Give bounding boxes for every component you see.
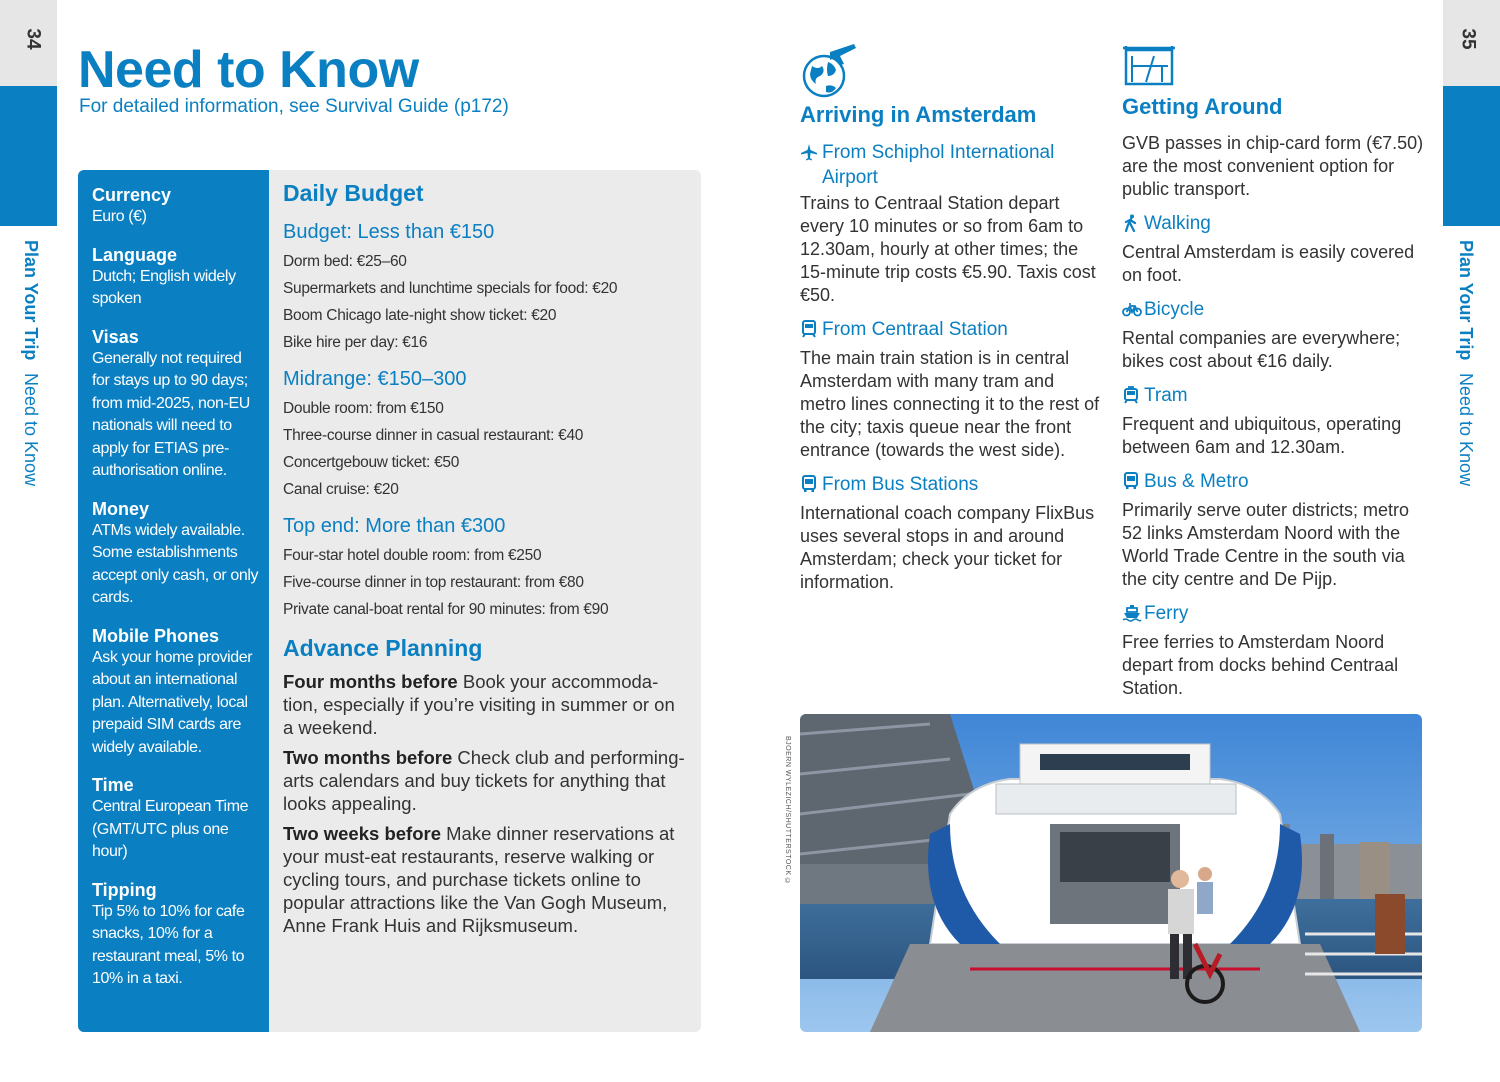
budget-item: Five-course dinner in top restaurant: from €80 xyxy=(283,574,584,591)
transport-option-head xyxy=(1122,383,1427,411)
budget-item: Dorm bed: €25–60 xyxy=(283,253,407,270)
getting-around-title: Getting Around xyxy=(1122,94,1283,119)
arrival-option-body: Trains to Centraal Station depart every 10 minutes or so from 6am to 12.30am, hourly at other times; the 15-minute trip costs €5.90. Taxis cost €50. xyxy=(800,193,1096,305)
page-subtitle: For detailed information, see Survival Guide (p172) xyxy=(79,96,509,117)
arriving-title: Arriving in Amsterdam xyxy=(800,102,1037,127)
transport-head-text: Bus & Metro xyxy=(1144,471,1249,492)
budget-item: Four-star hotel double room: from €250 xyxy=(283,547,542,564)
budget-group-head: Budget: Less than €150 xyxy=(283,221,495,243)
budget-group-head: Midrange: €150–300 xyxy=(283,368,467,390)
transport-option-head xyxy=(1122,297,1427,325)
getting-around-intro: GVB passes in chip-card form (€7.50) are the most convenient option for public transport. xyxy=(1122,133,1424,199)
budget-panel xyxy=(269,170,701,1032)
plan-text: Check club and performing-arts calendars and buy tickets for anything that looks appealing. xyxy=(283,747,685,814)
transport-option-body: Free ferries to Amsterdam Noord depart from docks behind Centraal Station. xyxy=(1122,632,1399,698)
side-chapter-label: Need to Know xyxy=(1456,373,1476,487)
page-title: Need to Know xyxy=(78,41,419,99)
walking-icon xyxy=(1122,214,1144,239)
plan-lead: Two weeks before xyxy=(283,823,441,844)
tram-stop-icon xyxy=(1122,46,1427,92)
budget-item: Canal cruise: €20 xyxy=(283,481,399,498)
budget-group xyxy=(283,221,687,356)
train-icon xyxy=(800,320,822,345)
budget-item: Private canal-boat rental for 90 minutes: from €90 xyxy=(283,601,609,618)
info-body: Tip 5% to 10% for cafe snacks, 10% for a restaurant meal, 5% to 10% in a taxi. xyxy=(92,902,245,987)
info-body: Ask your home provider about an international plan. Alternatively, local prepaid SIM cards are widely available. xyxy=(92,648,253,756)
info-body: Generally not required for stays up to 90 days; from mid-2025, non-EU nationals will need to apply for ETIAS pre-authorisation online. xyxy=(92,349,250,479)
transport-option-body: Frequent and ubiquitous, operating between 6am and 12.30am. xyxy=(1122,414,1402,457)
plan-text: Make dinner reservations at your must-eat restaurants, reserve walking or cycling tours, and purchase tickets online to popular attractions like the Van Gogh Museum, Anne Frank Huis and Rijksmuseum. xyxy=(283,823,675,936)
bus-icon xyxy=(800,475,822,500)
info-body: Dutch; English widely spoken xyxy=(92,267,236,307)
budget-item: Double room: from €150 xyxy=(283,400,444,417)
ferry-photo xyxy=(800,714,1422,1032)
plan-lead: Two months before xyxy=(283,747,453,768)
info-head: Mobile Phones xyxy=(92,625,220,646)
info-head: Time xyxy=(92,775,134,795)
budget-item: Supermarkets and lunchtime specials for food: €20 xyxy=(283,280,618,297)
page-number-right: 35 xyxy=(1457,28,1479,50)
budget-item: Bike hire per day: €16 xyxy=(283,334,428,351)
info-head: Currency xyxy=(92,185,172,205)
arrival-option-body: International coach company FlixBus uses several stops in and around Amsterdam; check your ticket for information. xyxy=(800,503,1095,592)
info-item xyxy=(92,184,259,229)
transport-head-text: Bicycle xyxy=(1144,299,1205,320)
info-body: Central European Time (GMT/UTC plus one hour) xyxy=(92,798,249,860)
side-section-label: Plan Your Trip xyxy=(21,240,41,361)
budget-item: Boom Chicago late-night show ticket: €20 xyxy=(283,307,557,324)
info-item xyxy=(92,326,259,483)
arriving-section xyxy=(800,40,1100,604)
info-head: Visas xyxy=(92,326,139,347)
photo-credit: BJOERN WYLEZICH/SHUTTERSTOCK © xyxy=(784,736,791,886)
side-section-label: Plan Your Trip xyxy=(1456,240,1476,361)
left-edge-marker xyxy=(0,86,57,226)
arrival-option-head xyxy=(800,317,1100,345)
side-chapter-label: Need to Know xyxy=(21,373,41,487)
transport-head-text: Walking xyxy=(1144,213,1211,234)
plan-item xyxy=(283,746,687,815)
transport-head-text: Ferry xyxy=(1144,603,1189,624)
transport-option-body: Central Amsterdam is easily covered on foot. xyxy=(1122,242,1415,285)
plan-text: Book your accommodation, especially if you’re visiting in summer or on a weekend. xyxy=(283,671,675,738)
transport-option-head xyxy=(1122,601,1427,629)
arrival-option-head xyxy=(800,472,1100,500)
budget-item: Three-course dinner in casual restaurant: €40 xyxy=(283,427,584,444)
side-label-left xyxy=(20,240,41,486)
plan-item xyxy=(283,822,687,937)
budget-group xyxy=(283,515,687,623)
info-head: Money xyxy=(92,498,150,519)
budget-group xyxy=(283,368,687,503)
arrival-head-text: From Centraal Station xyxy=(822,319,1008,340)
arrival-head-text: From Schiphol International Airport xyxy=(822,142,1055,188)
daily-budget-title: Daily Budget xyxy=(283,180,424,206)
bicycle-icon xyxy=(1122,300,1144,325)
ferry-icon xyxy=(1122,604,1144,629)
transport-option-head xyxy=(1122,211,1427,239)
info-item xyxy=(92,879,259,991)
transport-option-body: Rental companies are everywhere; bikes cost about €16 daily. xyxy=(1122,328,1401,371)
tram-icon xyxy=(1122,386,1144,411)
info-head: Language xyxy=(92,244,178,265)
advance-planning-title: Advance Planning xyxy=(283,635,483,661)
transport-head-text: Tram xyxy=(1144,385,1188,406)
getting-around-section xyxy=(1122,40,1427,710)
plan-item xyxy=(283,670,687,739)
globe-plane-icon xyxy=(800,40,1100,100)
transport-option-head xyxy=(1122,469,1427,497)
side-label-right xyxy=(1455,240,1476,486)
page-number-left: 34 xyxy=(22,28,44,50)
info-head: Tipping xyxy=(92,879,157,900)
transport-option-body: Primarily serve outer districts; metro 52 links Amsterdam Noord with the World Trade Centre in the south via the city centre and De Pijp. xyxy=(1122,500,1410,589)
info-body: ATMs widely available. Some establishments accept only cash, or only cards. xyxy=(92,521,259,606)
arrival-head-text: From Bus Stations xyxy=(822,474,979,495)
bus-icon xyxy=(1122,472,1144,497)
info-item xyxy=(92,498,259,610)
info-item xyxy=(92,625,259,760)
right-edge-marker xyxy=(1443,86,1500,226)
budget-item: Concertgebouw ticket: €50 xyxy=(283,454,460,471)
arrival-option-body: The main train station is in central Amsterdam with many tram and metro lines connecting it to the rest of the city; taxis queue near the front entrance (towards the west side). xyxy=(800,348,1100,460)
info-item xyxy=(92,774,259,864)
quick-facts-panel xyxy=(78,170,269,1032)
info-item xyxy=(92,244,259,311)
arrival-option-head xyxy=(800,140,1100,190)
plane-icon xyxy=(800,143,822,168)
plan-lead: Four months before xyxy=(283,671,458,692)
info-body: Euro (€) xyxy=(92,208,147,225)
budget-group-head: Top end: More than €300 xyxy=(283,515,506,537)
